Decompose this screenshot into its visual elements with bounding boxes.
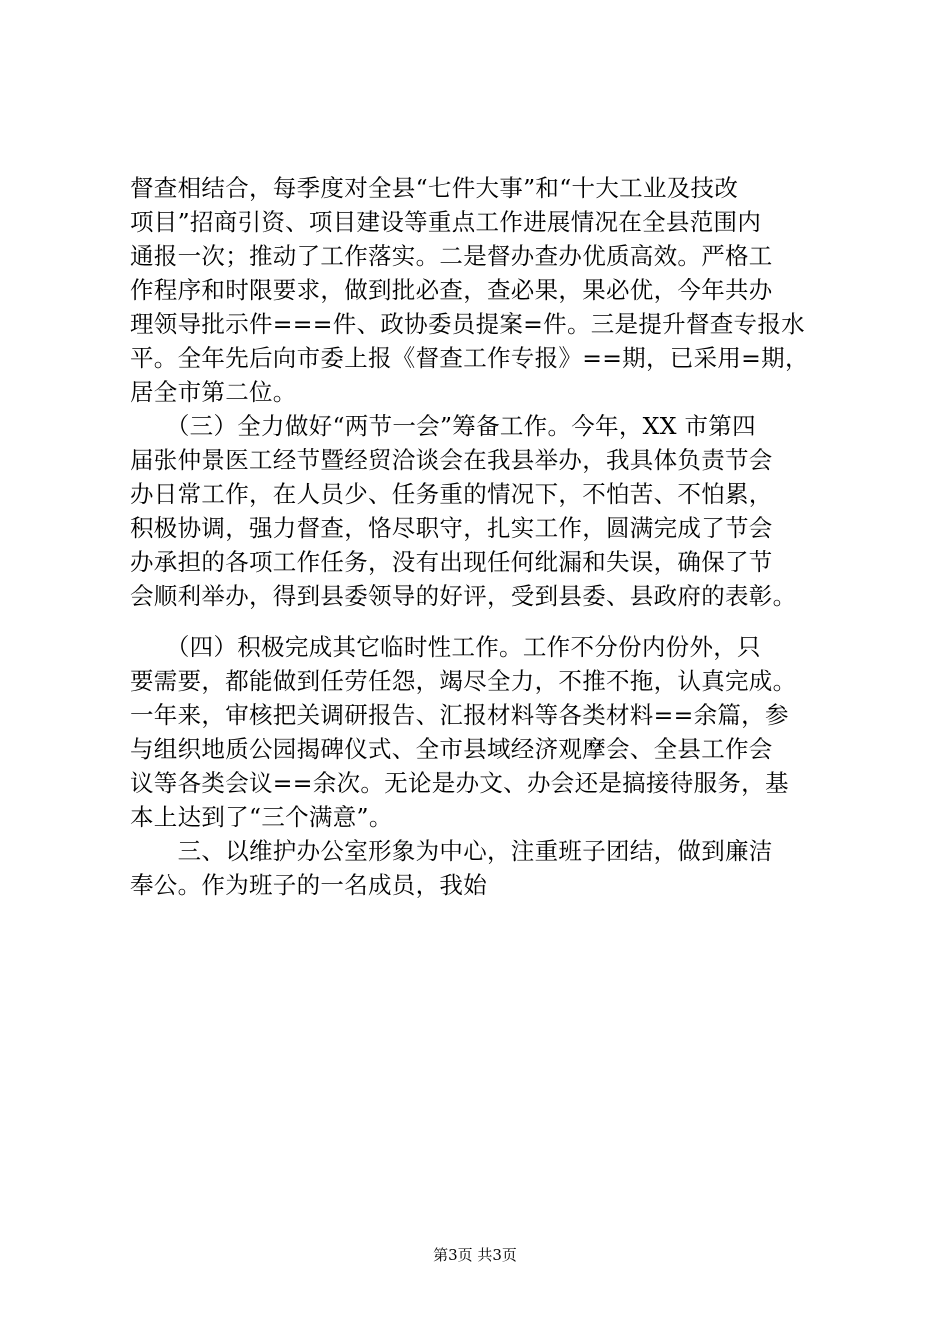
- text-line: 积极协调，强力督查，恪尽职守，扎实工作，圆满完成了节会: [130, 514, 773, 542]
- text-line: 奉公。作为班子的一名成员，我始: [130, 871, 487, 899]
- text-line: 三、以维护办公室形象为中心，注重班子团结，做到廉洁: [130, 837, 773, 865]
- text-line: 议等各类会议==余次。无论是办文、办会还是搞接待服务，基: [130, 769, 789, 797]
- text-line: 督查相结合，每季度对全县“七件大事”和“十大工业及技改: [130, 174, 739, 202]
- text-line: 通报一次；推动了工作落实。二是督办查办优质高效。严格工: [130, 242, 773, 270]
- page-number-footer: 第3页 共3页: [433, 1246, 517, 1264]
- text-line: 会顺利举办，得到县委领导的好评，受到县委、县政府的表彰。: [130, 582, 797, 610]
- text-line: 与组织地质公园揭碑仪式、全市县域经济观摩会、全县工作会: [130, 735, 773, 763]
- text-line: 办日常工作，在人员少、任务重的情况下，不怕苦、不怕累，: [130, 480, 773, 508]
- text-line: 平。全年先后向市委上报《督查工作专报》==期，已采用=期，: [130, 344, 809, 372]
- text-line: 本上达到了“三个满意”。: [130, 803, 393, 831]
- text-line: （三）全力做好“两节一会”筹备工作。今年，XX 市第四: [130, 412, 756, 440]
- text-line: 一年来，审核把关调研报告、汇报材料等各类材料==余篇，参: [130, 701, 789, 729]
- text-line: 理领导批示件===件、政协委员提案=件。三是提升督查专报水: [130, 310, 805, 338]
- text-line: 办承担的各项工作任务，没有出现任何纰漏和失误，确保了节: [130, 548, 773, 576]
- text-line: （四）积极完成其它临时性工作。工作不分份内份外，只: [130, 633, 761, 661]
- text-line: 项目”招商引资、项目建设等重点工作进展情况在全县范围内: [130, 208, 762, 236]
- text-line: 要需要，都能做到任劳任怨，竭尽全力，不推不拖，认真完成。: [130, 667, 797, 695]
- text-line: 作程序和时限要求，做到批必查，查必果，果必优，今年共办: [130, 276, 773, 304]
- text-line: 居全市第二位。: [130, 378, 297, 406]
- text-line: 届张仲景医工经节暨经贸洽谈会在我县举办，我具体负责节会: [130, 446, 773, 474]
